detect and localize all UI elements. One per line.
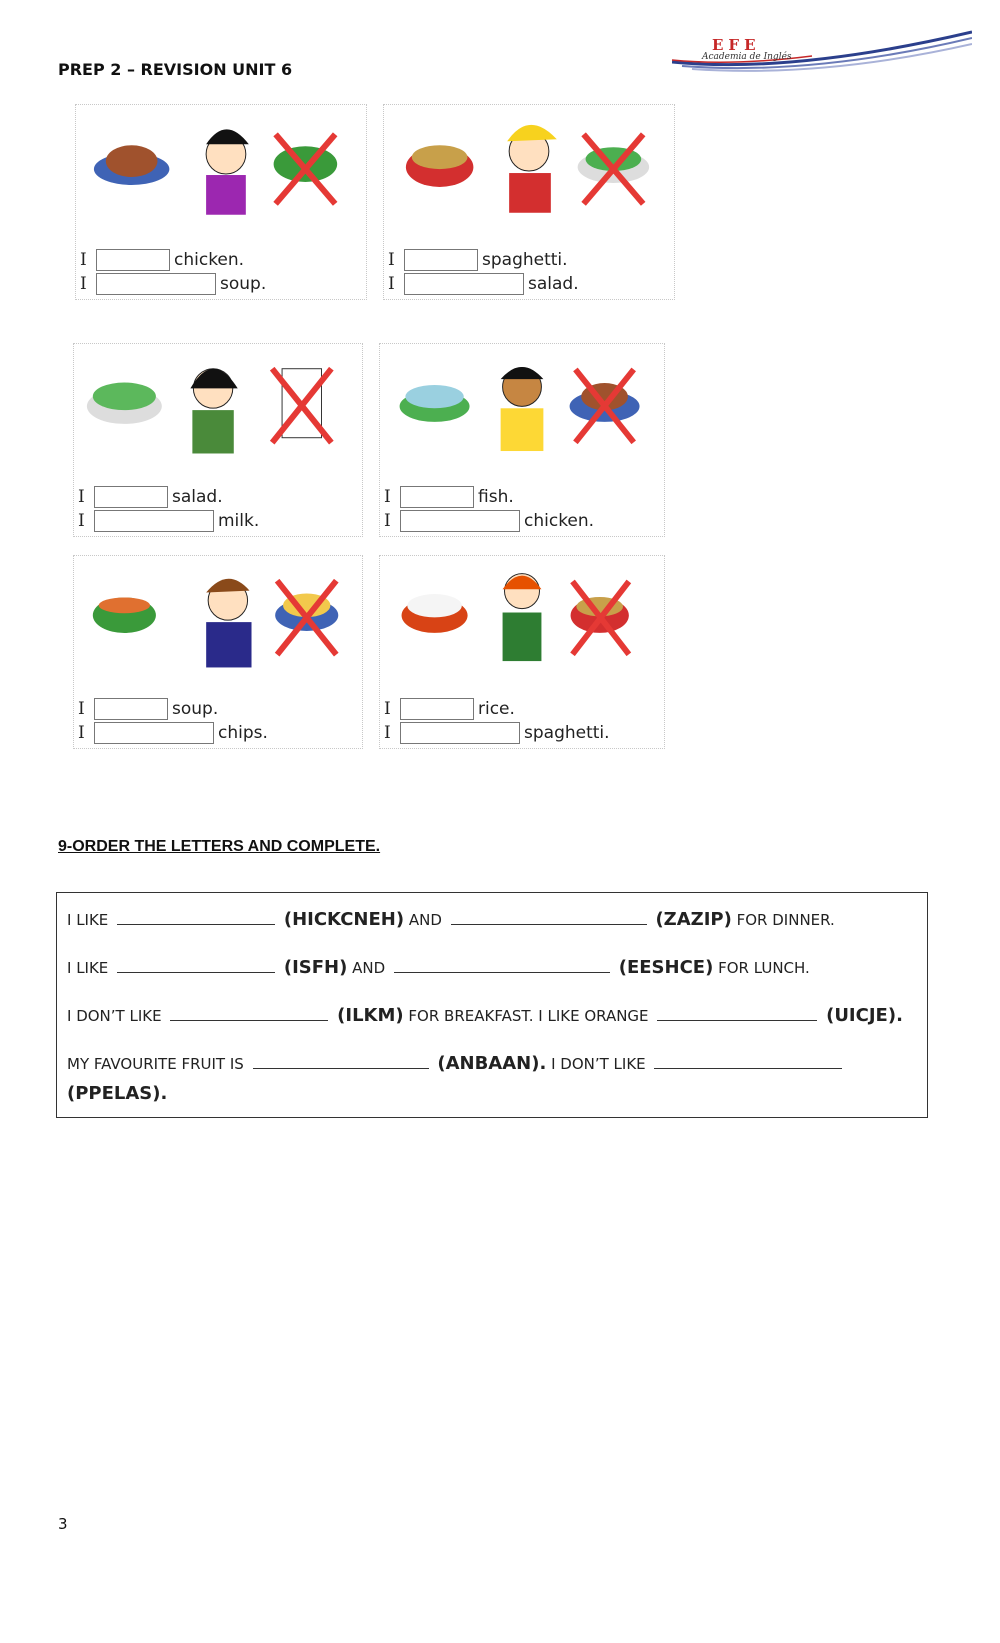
- sentence-text: FOR BREAKFAST. I LIKE ORANGE: [408, 1007, 649, 1025]
- sentence-1: [67, 909, 835, 930]
- sentence-text: I LIKE: [67, 911, 109, 929]
- food-label: fish.: [478, 487, 514, 507]
- boy-spaghetti-salad-illustration: [390, 109, 668, 249]
- section-9-title: 9-ORDER THE LETTERS AND COMPLETE.: [58, 838, 381, 855]
- pronoun: I: [384, 511, 391, 531]
- verb-input[interactable]: [96, 273, 216, 295]
- pronoun: I: [388, 250, 395, 270]
- boy-fish-chicken-illustration: [386, 348, 658, 488]
- pronoun: I: [78, 723, 85, 743]
- like-line: [78, 698, 218, 720]
- food-label: spaghetti.: [482, 250, 568, 270]
- food-card-1: [75, 104, 367, 300]
- scrambled-word: (PPELAS).: [67, 1083, 168, 1104]
- scrambled-word: (ILKM): [337, 1005, 404, 1026]
- like-line: [384, 698, 515, 720]
- food-label: spaghetti.: [524, 723, 610, 743]
- scrambled-word: (HICKCNEH): [283, 909, 405, 930]
- order-letters-box: [56, 892, 928, 1118]
- verb-input[interactable]: [404, 249, 478, 271]
- answer-blank[interactable]: [253, 1054, 429, 1069]
- sentence-text: AND: [408, 911, 442, 929]
- worksheet-title: PREP 2 – REVISION UNIT 6: [58, 60, 293, 79]
- girl-chicken-soup-illustration: [82, 109, 360, 249]
- answer-blank[interactable]: [117, 910, 275, 925]
- answer-blank[interactable]: [170, 1006, 328, 1021]
- food-card-4: [379, 343, 665, 537]
- verb-input[interactable]: [94, 722, 214, 744]
- food-label: milk.: [218, 511, 260, 531]
- like-line: [80, 249, 244, 271]
- like-line: [384, 486, 514, 508]
- logo-brand: EFE: [712, 36, 761, 54]
- scrambled-word: (UICJE).: [826, 1005, 903, 1026]
- answer-blank[interactable]: [394, 958, 610, 973]
- food-label: chicken.: [524, 511, 595, 531]
- sentence-text: MY FAVOURITE FRUIT IS: [67, 1055, 244, 1073]
- girl-rice-spaghetti-illustration: [386, 560, 658, 700]
- verb-input[interactable]: [400, 510, 520, 532]
- food-label: chicken.: [174, 250, 245, 270]
- answer-blank[interactable]: [451, 910, 647, 925]
- sentence-text: I DON’T LIKE: [67, 1007, 162, 1025]
- pronoun: I: [78, 699, 85, 719]
- dislike-line: [388, 273, 579, 295]
- like-line: [388, 249, 568, 271]
- sentence-text: FOR LUNCH.: [718, 959, 810, 977]
- sentence-text: I DON’T LIKE: [551, 1055, 646, 1073]
- answer-blank[interactable]: [654, 1054, 842, 1069]
- food-label: soup.: [220, 274, 267, 294]
- pronoun: I: [384, 699, 391, 719]
- food-card-5: [73, 555, 363, 749]
- verb-input[interactable]: [400, 722, 520, 744]
- like-line: [78, 486, 223, 508]
- academy-logo: [672, 26, 972, 76]
- food-label: soup.: [172, 699, 219, 719]
- answer-blank[interactable]: [657, 1006, 817, 1021]
- scrambled-word: (ZAZIP): [655, 909, 732, 930]
- girl-salad-milk-illustration: [80, 348, 356, 488]
- sentence-text: AND: [352, 959, 386, 977]
- scrambled-word: (ANBAAN).: [437, 1053, 547, 1074]
- pronoun: I: [78, 487, 85, 507]
- dislike-line: [78, 510, 259, 532]
- sentence-text: FOR DINNER.: [736, 911, 835, 929]
- sentence-4: [67, 1053, 846, 1074]
- answer-blank[interactable]: [117, 958, 275, 973]
- food-card-3: [73, 343, 363, 537]
- page-number: 3: [58, 1515, 68, 1533]
- pronoun: I: [384, 723, 391, 743]
- sentence-3: [67, 1005, 903, 1026]
- food-label: chips.: [218, 723, 268, 743]
- food-label: rice.: [478, 699, 515, 719]
- verb-input[interactable]: [94, 510, 214, 532]
- verb-input[interactable]: [404, 273, 524, 295]
- verb-input[interactable]: [96, 249, 170, 271]
- pronoun: I: [388, 274, 395, 294]
- pronoun: I: [80, 274, 87, 294]
- verb-input[interactable]: [400, 698, 474, 720]
- verb-input[interactable]: [94, 486, 168, 508]
- pronoun: I: [80, 250, 87, 270]
- sentence-2: [67, 957, 810, 978]
- food-card-2: [383, 104, 675, 300]
- dislike-line: [384, 722, 610, 744]
- dislike-line: [78, 722, 268, 744]
- sentence-4-continued: [67, 1083, 167, 1104]
- scrambled-word: (ISFH): [283, 957, 348, 978]
- verb-input[interactable]: [400, 486, 474, 508]
- pronoun: I: [384, 487, 391, 507]
- logo-subtitle: Academia de Inglés: [702, 52, 792, 62]
- dislike-line: [80, 273, 266, 295]
- food-label: salad.: [172, 487, 223, 507]
- pronoun: I: [78, 511, 85, 531]
- boy-soup-chips-illustration: [80, 560, 356, 700]
- verb-input[interactable]: [94, 698, 168, 720]
- food-label: salad.: [528, 274, 579, 294]
- sentence-text: I LIKE: [67, 959, 109, 977]
- dislike-line: [384, 510, 594, 532]
- scrambled-word: (EESHCE): [618, 957, 714, 978]
- food-card-6: [379, 555, 665, 749]
